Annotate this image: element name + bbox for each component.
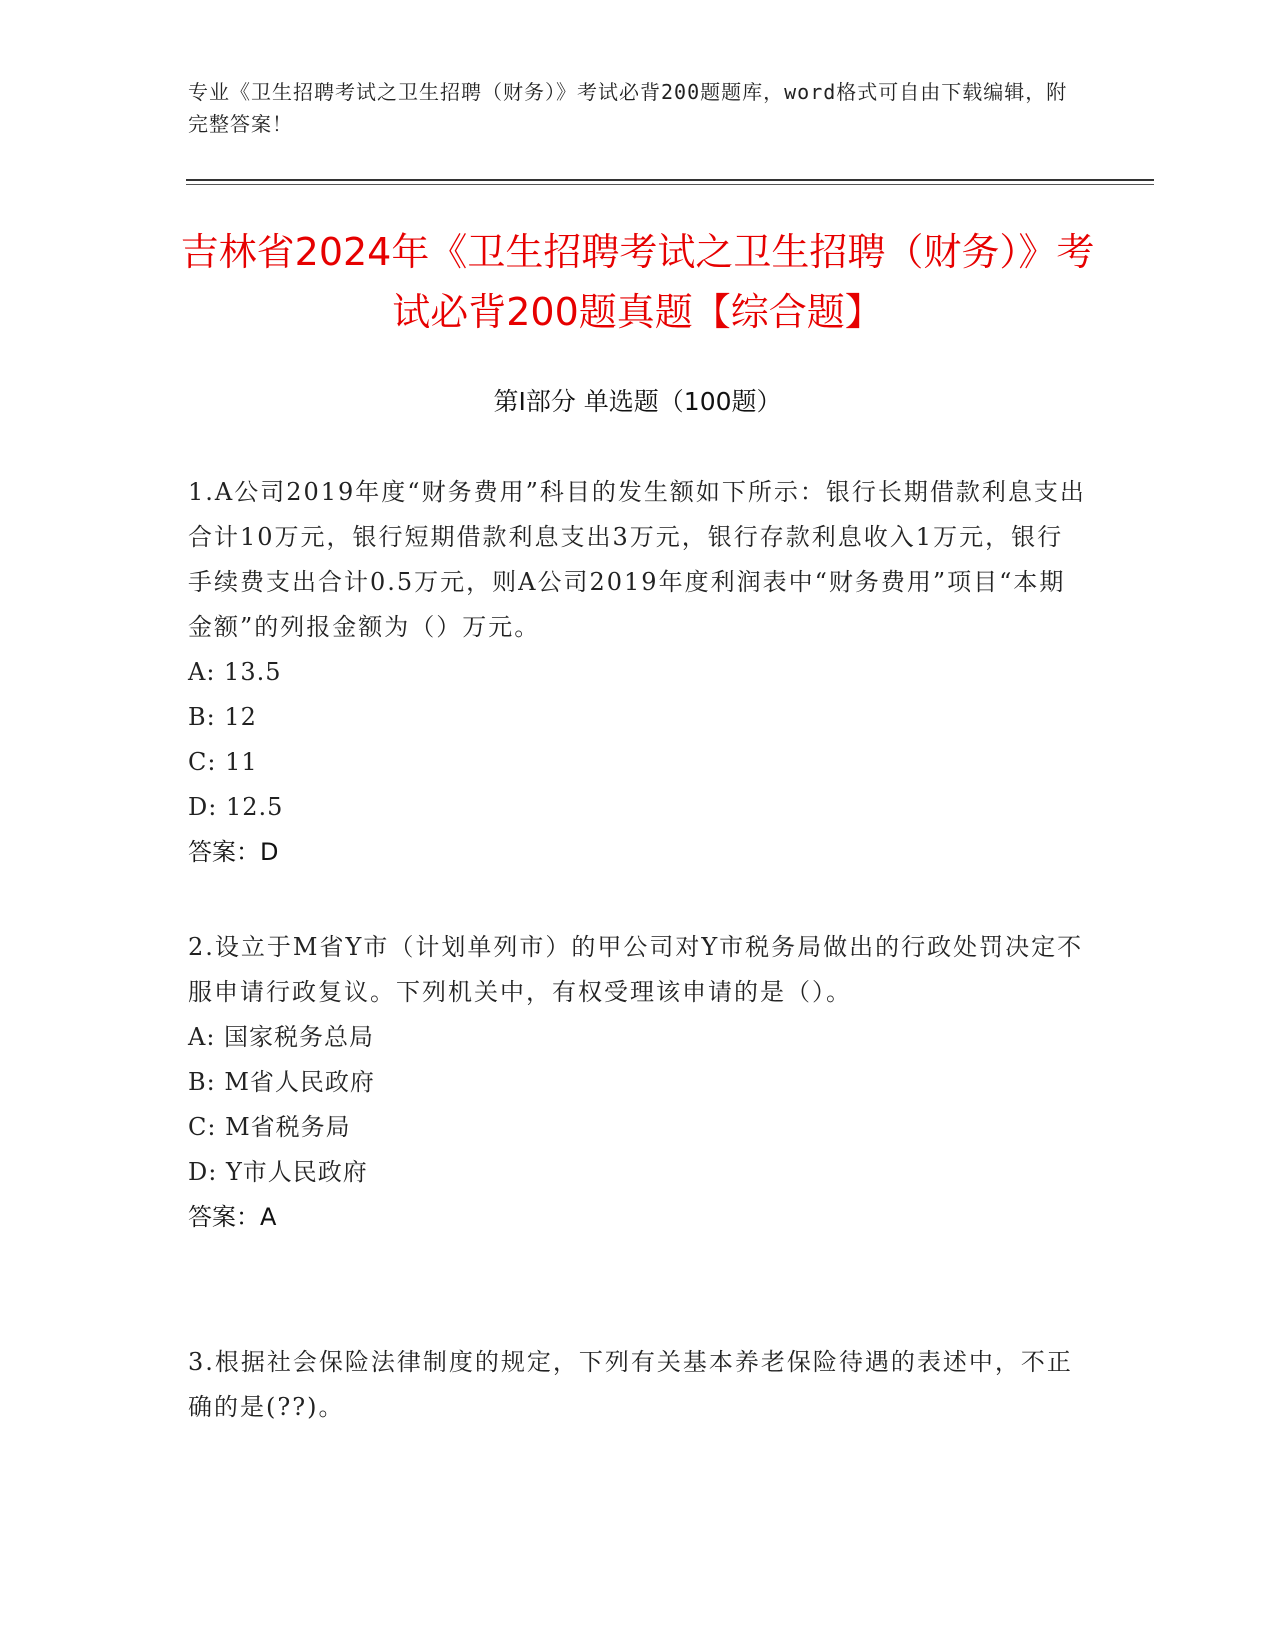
option-a: A: 13.5 xyxy=(188,658,282,686)
section-heading: 第Ⅰ部分 单选题（100题） xyxy=(493,387,782,416)
document-title: 吉林省2024年《卫生招聘考试之卫生招聘（财务）》考试必背200题真题【综合题】 xyxy=(180,230,1095,334)
option-c: C: M省税务局 xyxy=(188,1113,351,1141)
option-d: D: Y市人民政府 xyxy=(188,1158,368,1186)
option-d: D: 12.5 xyxy=(188,793,284,821)
option-c: C: 11 xyxy=(188,748,258,776)
header-note: 专业《卫生招聘考试之卫生招聘（财务）》考试必背200题题库，word格式可自由下载编辑，附完整答案！ xyxy=(188,80,1068,136)
option-b: B: 12 xyxy=(188,703,257,731)
answer-line: 答案：D xyxy=(188,838,279,866)
option-a: A: 国家税务总局 xyxy=(188,1023,375,1051)
answer-line: 答案：A xyxy=(188,1203,277,1231)
question-block xyxy=(188,470,1088,875)
option-b: B: M省人民政府 xyxy=(188,1068,375,1096)
question-block xyxy=(188,1340,1088,1430)
header-divider-thin xyxy=(186,184,1154,185)
question-stem: 3.根据社会保险法律制度的规定，下列有关基本养老保险待遇的表述中，不正确的是(??)。 xyxy=(188,1348,1073,1421)
question-block xyxy=(188,925,1088,1240)
header-divider-thick xyxy=(186,179,1154,181)
question-stem: 2.设立于M省Y市（计划单列市）的甲公司对Y市税务局做出的行政处罚决定不服申请行政复议。下列机关中，有权受理该申请的是（）。 xyxy=(188,933,1084,1006)
question-stem: 1.A公司2019年度“财务费用”科目的发生额如下所示：银行长期借款利息支出合计10万元，银行短期借款利息支出3万元，银行存款利息收入1万元，银行手续费支出合计0.5万元，则A公司2019年度利润表中“财务费用”项目“本期金额”的列报金额为（）万元。 xyxy=(188,478,1086,641)
